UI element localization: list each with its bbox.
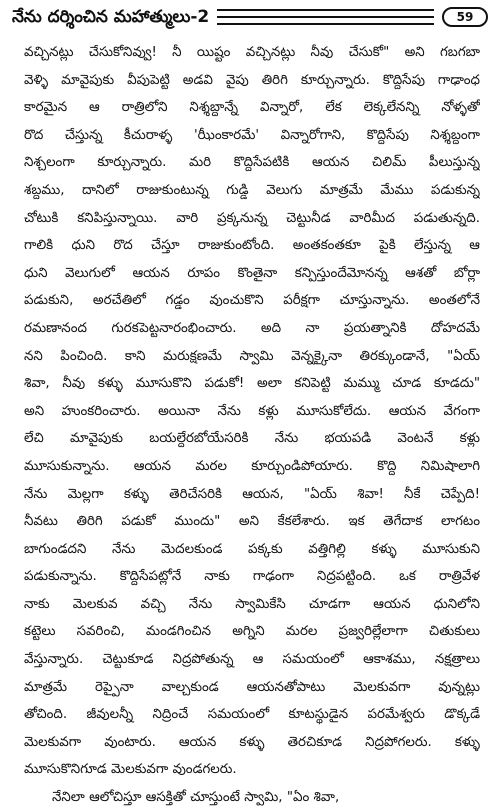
text-line: నాకు మెలకువ వచ్చి నేను స్వామికేసి చూడగా ఆయన ధునిలోని: [24, 596, 480, 612]
text-line: మెలకువగా వుంటారు. ఆయన కళ్ళు తెరచికూడ నిద్రపోగలరు. కళ్ళు: [24, 734, 480, 750]
body-text: [24, 39, 480, 812]
text-line: మూసుకున్నాను. ఆయన మరల కూర్చుండిపోయారు. కొద్ది నిమిషాలాగి: [24, 458, 480, 474]
text-line: పడుకుని, అరచేతిలో గడ్డం వుంచుకొని పరీక్షగా చూస్తున్నాను. అంతలోనే: [24, 293, 480, 309]
header-rule-line-top: [217, 9, 434, 11]
text-line: శబ్దము, దానిలో రాజుకుంటున్న గుడ్డి వెలుగు మాత్రమే మేము పడుకున్న: [24, 182, 480, 198]
text-line: నిశ్చలంగా కూర్చున్నారు. మరి కొద్దిసేపటికి ఆయన చిలిమ్ పీలుస్తున్న: [24, 155, 480, 171]
text-line: శివా, నీవు కళ్ళు మూసుకొని పడుకో! అలా కనిపెట్టి మమ్ము చూడ కూడదు": [24, 376, 480, 392]
page-header: [12, 4, 488, 30]
text-line: నేనిలా ఆలోచిస్తూ ఆసక్తితో చూస్తుంటే స్వామి, "ఏం శివా,: [52, 790, 340, 806]
text-line: నీవటు తిరిగి పడుకో ముందు" అని కేకలేశారు. ఇక తెగేదాక లాగటం: [24, 514, 480, 530]
text-line: లేచి మావైపుకు బయల్దేరబోయేసరికి నేను భయపడి వెంటనే కళ్లు: [24, 431, 480, 447]
text-line: చోటుకి కనిపిస్తున్నాయి. వారి ప్రక్కనున్న చెట్టునీడ వారిమీద పడుతున్నది.: [24, 210, 480, 226]
text-line: అని హుంకరించారు. అయినా నేను కళ్లు మూసుకోలేదు. ఆయన వేగంగా: [24, 403, 480, 419]
header-rule-line-middle: [217, 16, 434, 18]
text-line: బాగుండదని నేను మెదలకుండ పక్కకు వత్తిగిల్లి కళ్ళు మూసుకుని: [24, 541, 480, 557]
text-line: నని పించింది. కాని మరుక్షణమే స్వామి వెన్నక్కైనా తిరక్కుండానే, "ఏయ్: [24, 348, 480, 364]
text-line: కారమైన ఆ రాత్రిలోని నిశ్శబ్దాన్నే విన్నారో, లేక లెక్కలేనన్ని నోళ్ళతో: [24, 100, 480, 116]
text-line: పడుకున్నాను. కొద్దిసేపట్లోనే నాకు గాఢంగా నిద్రపట్టింది. ఒక రాత్రివేళ: [24, 569, 480, 585]
text-line: రమణానంద గురకపెట్టనారంభించారు. అది నా ప్రయత్నానికి దోహదమే: [24, 320, 480, 336]
text-line: కట్టెలు సవరించి, మండగించిన అగ్నిని మరల ప్రజ్వరిల్లేలాగా చితుకులు: [24, 624, 480, 640]
text-line: మాత్రమే రెప్పైనా వాల్చకుండ ఆయనతోపాటు మెలకువగా వున్నట్లు: [24, 679, 480, 695]
text-line: వచ్చినట్లు చేసుకోనివ్వు! నీ యిష్టం వచ్చినట్లు నీవు చేసుకో" అని గబగబా: [24, 45, 480, 60]
page-number: 59: [442, 7, 488, 27]
text-line: నేను మెల్లగా కళ్ళు తెరిచేసరికి ఆయన, "ఏయ్ శివా! నీకే చెప్పేది!: [24, 486, 480, 502]
text-line: గాలికి ధుని రొద చేస్తూ రాజుకుంటోంది. అంతకంతకూ పైకి లేస్తున్న ఆ: [24, 238, 480, 254]
text-line: రొద చేస్తున్న కీచురాళ్ళ 'ఝీంకారమే' విన్నారోగాని, కొద్దిసేపు నిశ్శబ్దంగా: [24, 127, 480, 143]
header-rule-line-bottom: [217, 23, 434, 25]
text-line: ధుని వెలుగులో ఆయన రూపం కొంతైనా కన్పిస్తుందేమోనన్న ఆశతో బోర్లా: [24, 265, 480, 281]
text-line: మూసుకొనిగూడ మెలకువగా వుండగలరు.: [24, 762, 237, 778]
header-rule: [217, 9, 434, 25]
text-line: తోచింది. జీవులన్నీ నిద్రించే సమయంలో కూటస్థుడైన పరమేశ్వరు డొక్కడే: [24, 707, 480, 723]
running-title: నేను దర్శించిన మహాత్ములు-2: [12, 7, 210, 27]
text-line: వెళ్ళి మావైపుకు వీపుపెట్టి అడవి వైపు తిరిగి కూర్చున్నారు. కొద్దిసేపు గాఢాంధ: [24, 72, 480, 88]
text-line: వేస్తున్నారు. చెట్టుకూడ నిద్రపోతున్న ఆ సమయంలో ఆకాశము, నక్షత్రాలు: [24, 652, 480, 668]
